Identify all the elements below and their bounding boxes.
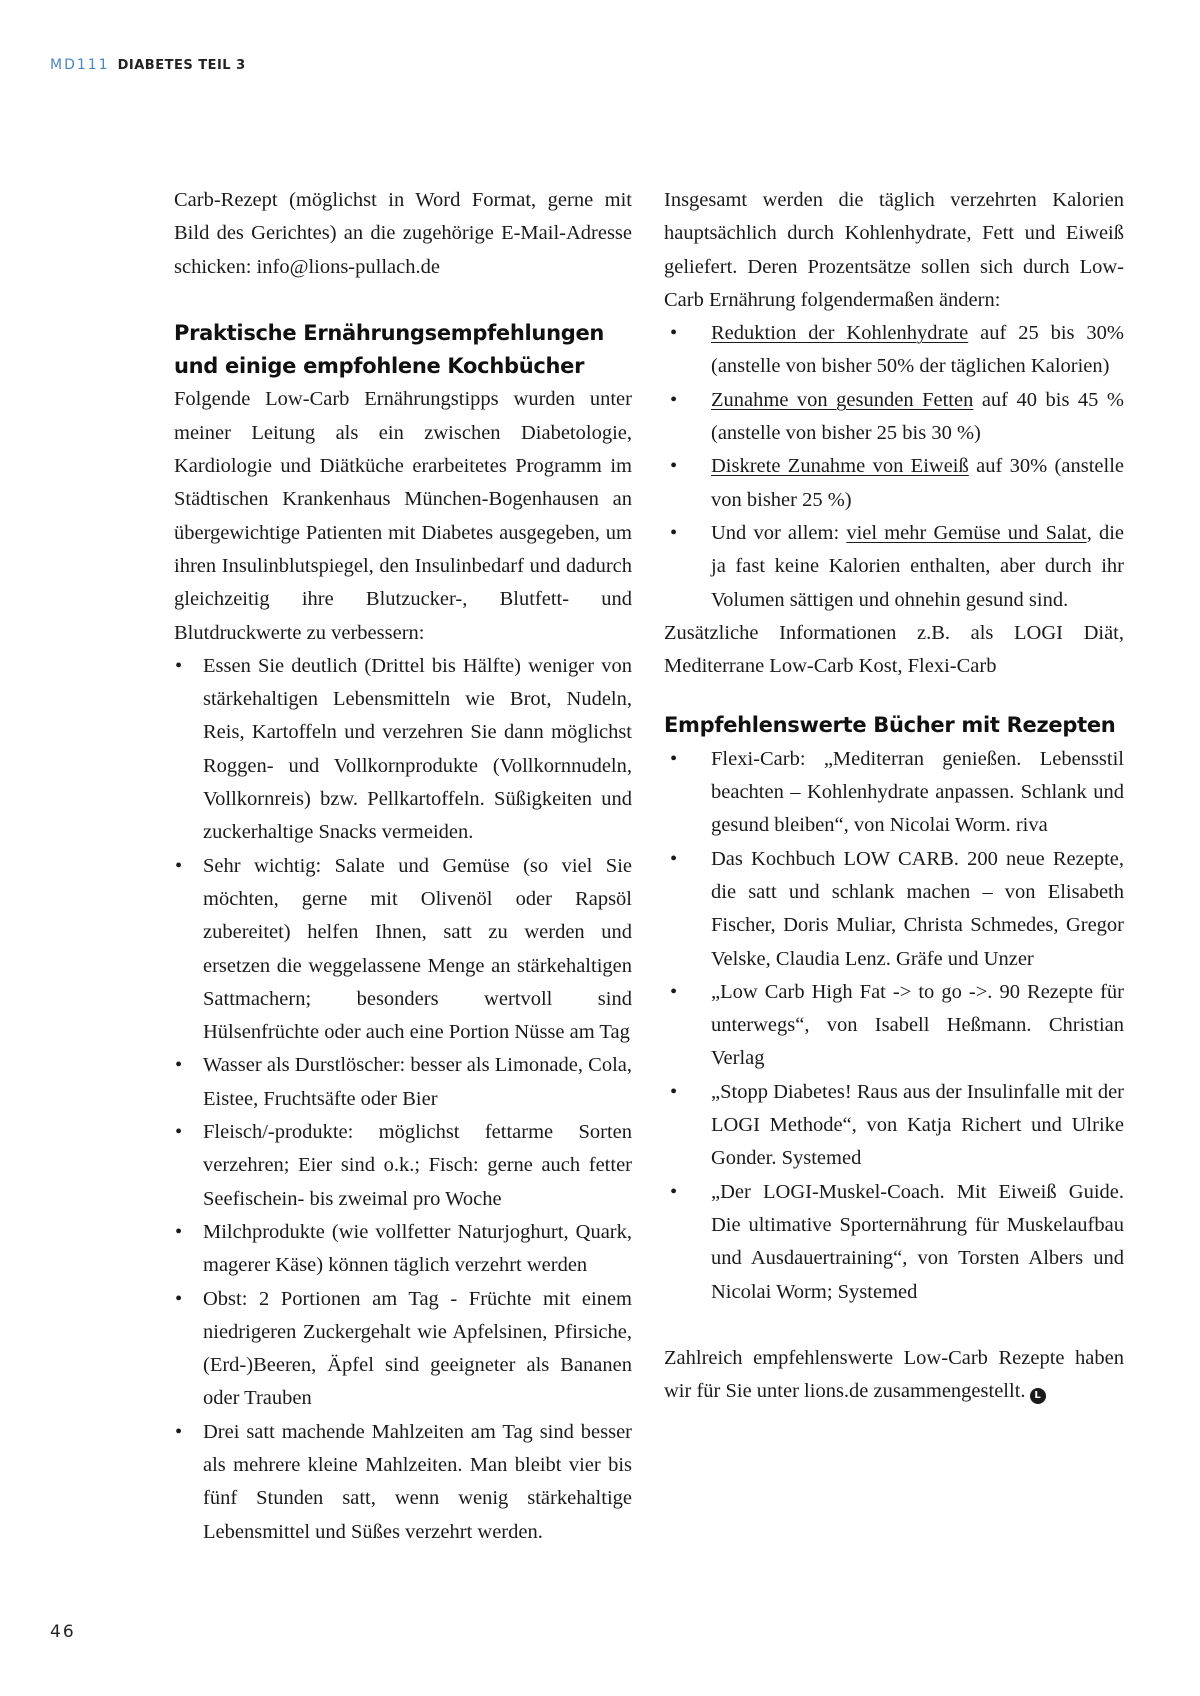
running-head [50,56,246,75]
section-heading [174,317,632,384]
closing-text: Zahlreich empfehlenswerte Low-Carb Rezepte haben wir für Sie unter lions.de zusammengestellt. [664,1346,1124,1403]
list-item [664,976,1124,1076]
underlined-text: Reduktion der Kohlenhydrate [711,322,969,345]
list-item [664,450,1124,517]
bullet: • [175,1287,183,1310]
list-item [174,1216,632,1283]
bullet: • [175,1220,183,1243]
bullet: • [175,654,183,677]
bullet: • [175,1054,183,1077]
list-item-text: „Stopp Diabetes! Raus aus der Insulinfalle mit der LOGI Methode“, von Katja Richert und Ulrike Gonder. Systemed [711,1080,1124,1170]
list-item-text: , die ja fast keine Kalorien enthalten, aber durch ihr Volumen sättigen und ohnehin gesund sind. [711,521,1125,611]
list-item [664,743,1124,843]
list-item [664,317,1124,384]
page-number: 46 [50,1622,76,1642]
left-column [174,184,632,1549]
list-item-text: Das Kochbuch LOW CARB. 200 neue Rezepte, die satt und schlank machen – von Elisabeth Fischer, Doris Muliar, Christa Schmedes, Gregor Velske, Claudia Lenz. Gräfe und Unzer [711,847,1124,970]
list-item-text: auf 40 bis 45 % (anstelle von bisher 25 bis 30 %) [711,388,1124,445]
list-item [664,843,1124,976]
lions-end-mark-icon: L [1030,1388,1046,1404]
nutrition-tips-list [174,650,632,1549]
bullet: • [670,455,678,478]
list-item-text: Flexi-Carb: „Mediterran genießen. Lebensstil beachten – Kohlenhydrate anpassen. Schlank und gesund bleiben“, von Nicolai Worm. riva [711,747,1124,837]
bullet: • [670,847,678,870]
issue-code: MD111 [50,57,110,73]
bullet: • [175,854,183,877]
calories-paragraph: Insgesamt werden die täglich verzehrten Kalorien hauptsächlich durch Kohlenhydrate, Fett und Eiweiß geliefert. Deren Prozentsätze sollen sich durch Low-Carb Ernährung folgendermaßen ändern: [664,189,1124,311]
bullet: • [670,388,678,411]
list-item [174,1116,632,1216]
list-item [174,650,632,850]
intro-paragraph: Carb-Rezept (möglichst in Word Format, gerne mit Bild des Gerichtes) an die zugehörige E-Mail-Adresse schicken: info@lions-pullach.de [174,189,632,278]
list-item-text: „Der LOGI-Muskel-Coach. Mit Eiweiß Guide. Die ultimative Sporternährung für Muskelaufbau und Ausdauertraining“, von Torsten Albers und Nicolai Worm; Systemed [711,1180,1124,1303]
bullet: • [670,1180,678,1203]
list-item-text: Milchprodukte (wie vollfetter Naturjoghurt, Quark, magerer Käse) können täglich verzehrt werden [203,1220,632,1277]
list-item-text: „Low Carb High Fat -> to go ->. 90 Rezepte für unterwegs“, von Isabell Heßmann. Christian Verlag [711,980,1124,1070]
macronutrient-changes-list [664,317,1124,617]
list-item-text: Fleisch/-produkte: möglichst fettarme Sorten verzehren; Eier sind o.k.; Fisch: gerne auch fetter Seefischein- bis zweimal pro Woche [203,1121,632,1210]
list-item-text: Drei satt machende Mahlzeiten am Tag sind besser als mehrere kleine Mahlzeiten. Man bleibt vier bis fünf Stunden satt, wenn wenig stärkehaltige Lebensmittel und Süßes verzehrt werden. [203,1420,632,1543]
list-item [664,1076,1124,1176]
list-item [174,850,632,1050]
closing-paragraph [664,1342,1124,1409]
list-item-text: Sehr wichtig: Salate und Gemüse (so viel Sie möchten, gerne mit Olivenöl oder Rapsöl zubereitet) helfen Ihnen, satt zu werden und ersetzen die weggelassene Menge an stärkehaltigen Sattmachern; besonders wertvoll sind Hülsenfrüchte oder auch eine Portion Nüsse am Tag [203,854,632,1044]
right-column [664,184,1124,1408]
underlined-text: viel mehr Gemüse und Salat [846,521,1087,544]
underlined-text: Zunahme von gesunden Fetten [711,388,974,411]
tips-intro-paragraph: Folgende Low-Carb Ernährungstipps wurden unter meiner Leitung als ein zwischen Diabetologie, Kardiologie und Diätküche erarbeitetes Programm im Städtischen Krankenhaus München-Bogenhausen an übergewichtige Patienten mit Diabetes ausgegeben, um ihren Insulinblutspiegel, den Insulinbedarf und dadurch gleichzeitig ihre Blutzucker-, Blutfett- und Blutdruckwerte zu verbessern: [174,388,632,644]
bullet: • [670,980,678,1003]
list-item [664,517,1124,617]
section-title: DIABETES TEIL 3 [117,58,246,73]
books-list [664,743,1124,1309]
list-item [664,1176,1124,1309]
additional-info-paragraph: Zusätzliche Informationen z.B. als LOGI Diät, Mediterrane Low-Carb Kost, Flexi-Carb [664,621,1124,678]
list-item [174,1416,632,1549]
list-item-text: auf 30% (anstelle von bisher 25 %) [711,455,1124,511]
bullet: • [175,1420,183,1443]
list-item-text: Obst: 2 Portionen am Tag - Früchte mit einem niedrigeren Zuckergehalt wie Apfelsinen, Pfirsiche, (Erd-)Beeren, Äpfel sind geeigneter als Bananen oder Trauben [203,1287,632,1410]
books-heading: Empfehlenswerte Bücher mit Rezepten [664,713,1116,738]
list-item-text: Essen Sie deutlich (Drittel bis Hälfte) weniger von stärkehaltigen Lebensmitteln wie Brot, Nudeln, Reis, Kartoffeln und verzehren Sie dann möglichst Roggen- und Vollkornprodukte (Vollkornnudeln, Vollkornreis) bzw. Pellkartoffeln. Süßigkeiten und zuckerhaltige Snacks vermeiden. [203,654,632,844]
list-item [174,1049,632,1116]
bullet: • [670,1080,678,1103]
underlined-text: Diskrete Zunahme von Eiweiß [711,455,969,478]
list-item-text: Wasser als Durstlöscher: besser als Limonade, Cola, Eistee, Fruchtsäfte oder Bier [203,1054,632,1110]
list-item-prefix: Und vor allem: [711,521,847,544]
bullet: • [670,747,678,770]
list-item-text: auf 25 bis 30% (anstelle von bisher 50% der täglichen Kalorien) [711,322,1124,378]
bullet: • [670,521,678,544]
list-item [174,1283,632,1416]
heading-line-2: und einige empfohlene Kochbücher [174,354,585,379]
list-item [664,384,1124,451]
bullet: • [175,1121,183,1144]
heading-line-1: Praktische Ernährungsempfehlungen [174,320,605,345]
bullet: • [670,322,678,345]
